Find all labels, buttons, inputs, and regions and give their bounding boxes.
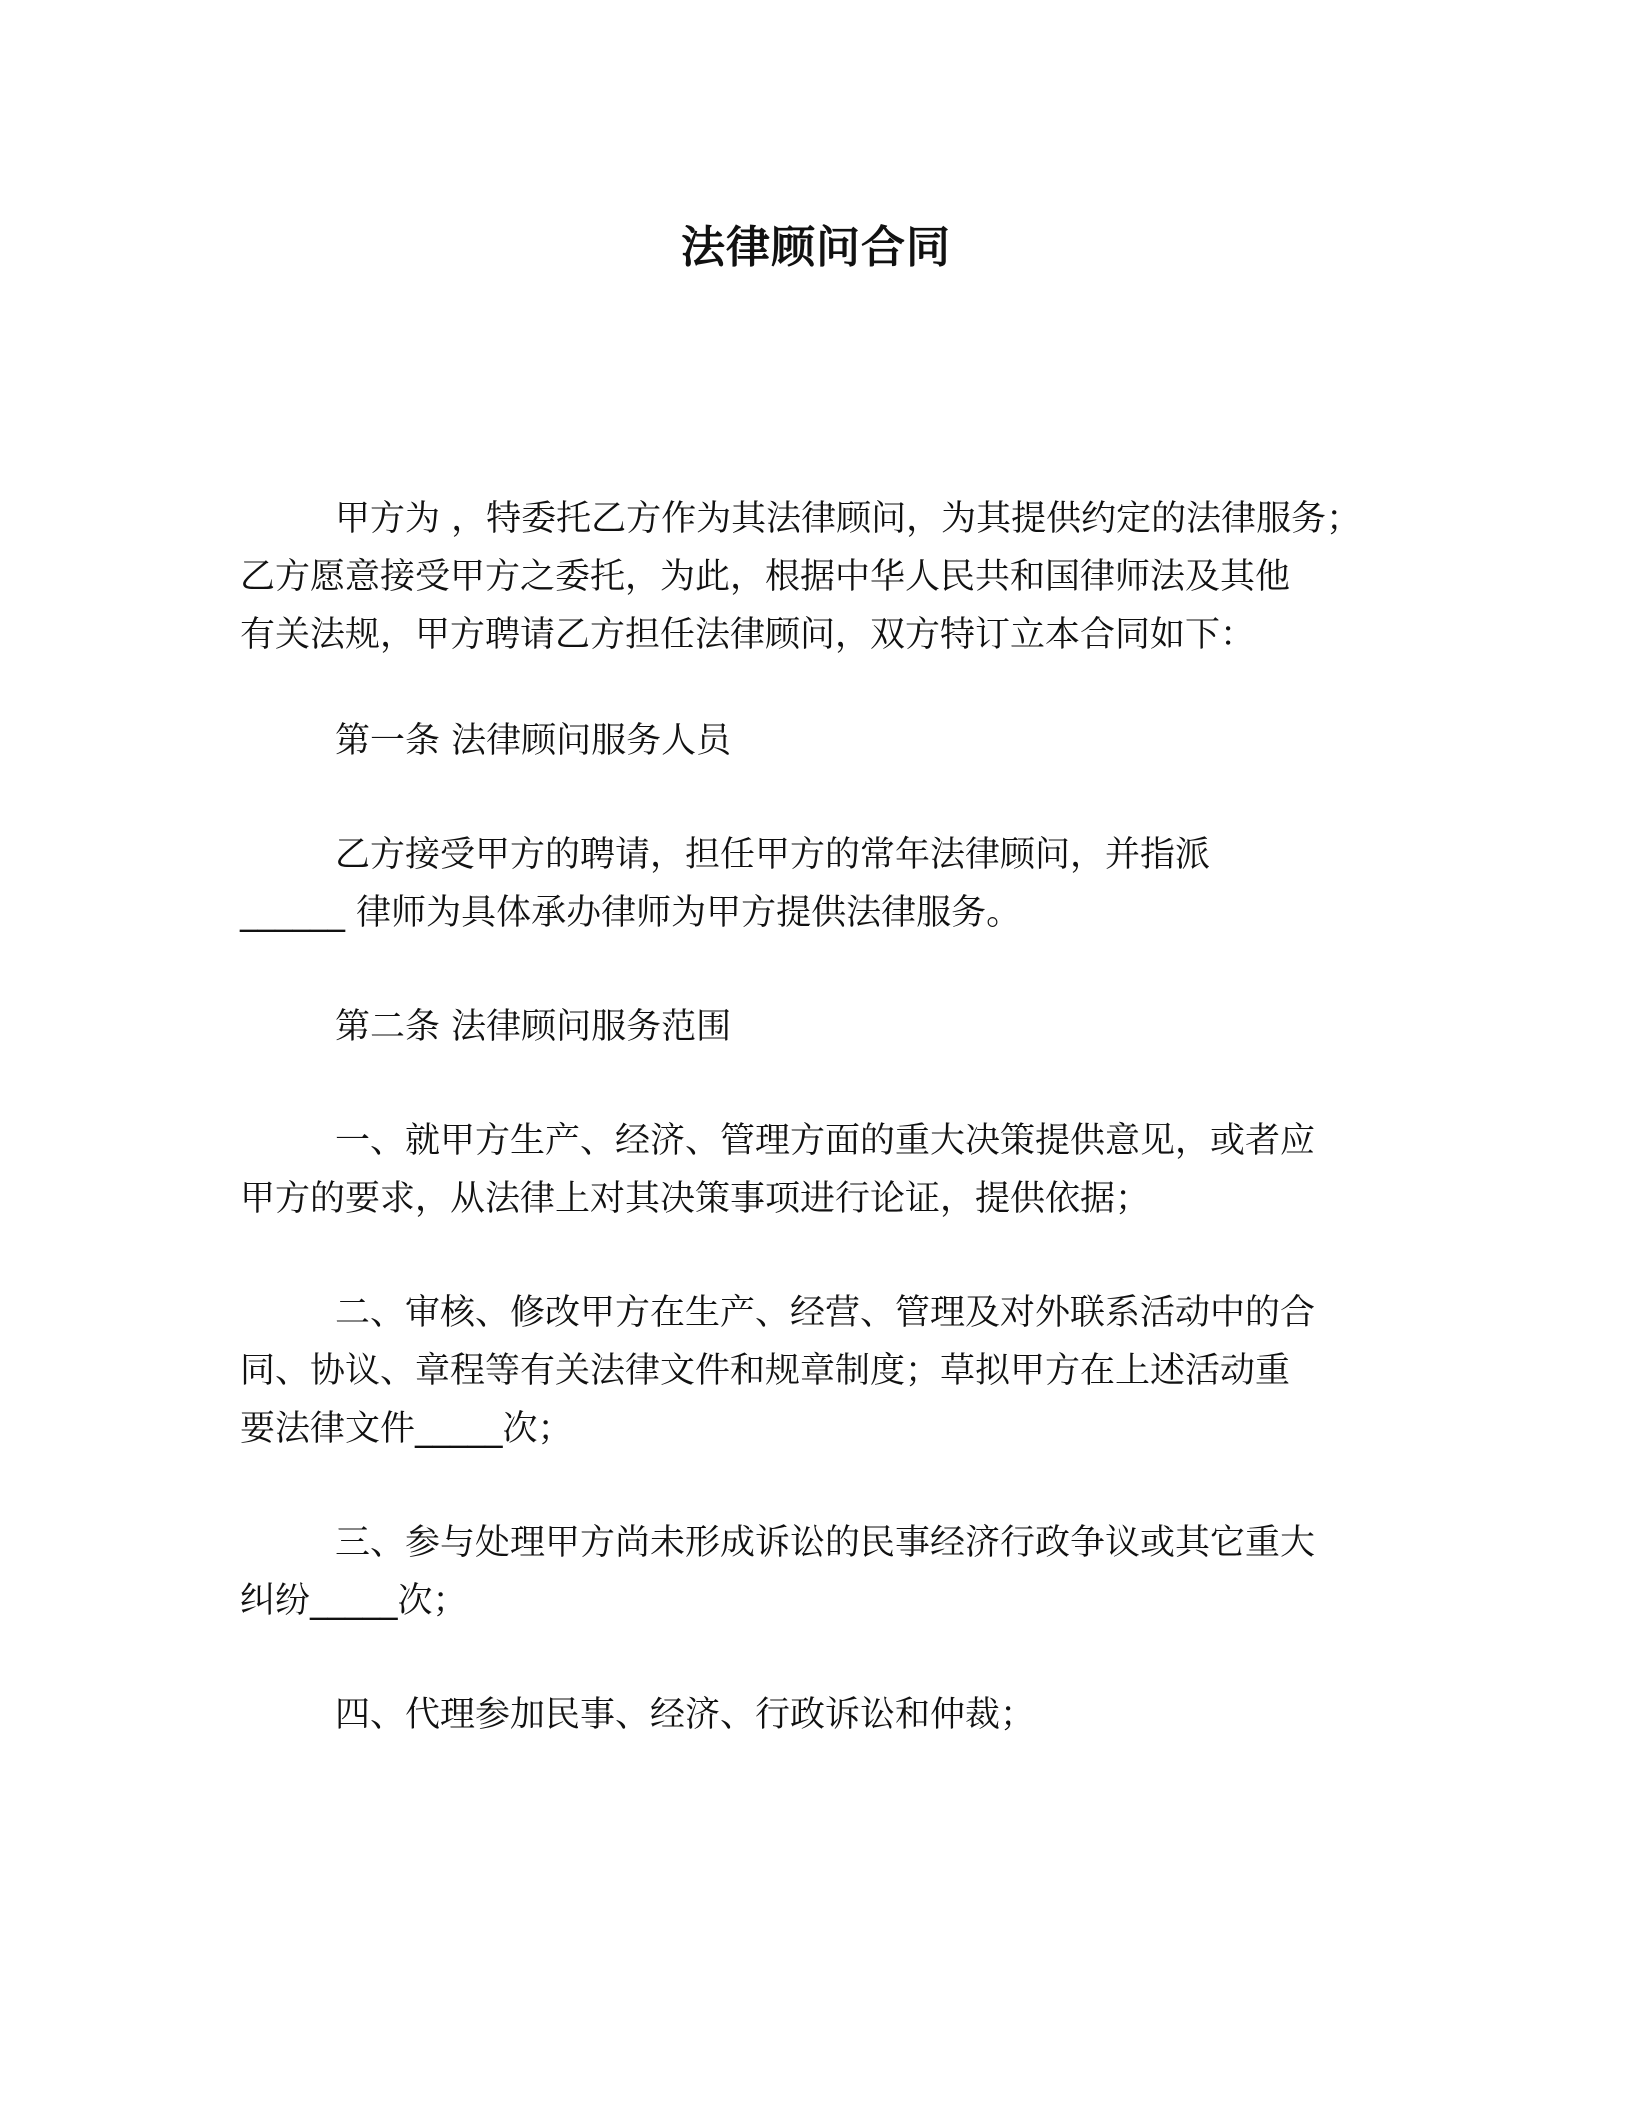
paragraph-line: 甲方的要求，从法律上对其决策事项进行论证，提供依据； (240, 1179, 1151, 1219)
paragraph-line: ______ 律师为具体承办律师为甲方提供法律服务。 (240, 893, 1022, 933)
item-2-paragraph (240, 1284, 1415, 1458)
paragraph-line: 甲方为 ，特委托乙方作为其法律顾问，为其提供约定的法律服务； (335, 499, 1362, 539)
paragraph-line: 四、代理参加民事、经济、行政诉讼和仲裁； (335, 1695, 1036, 1735)
document-body (240, 490, 1415, 1744)
paragraph-line: 要法律文件_____次； (240, 1409, 573, 1449)
document-title: 法律顾问合同 (681, 222, 951, 273)
section-heading: 第二条 法律顾问服务范围 (335, 1007, 732, 1047)
paragraph-line: 乙方愿意接受甲方之委托，为此，根据中华人民共和国律师法及其他 (240, 557, 1291, 597)
paragraph-line: 有关法规，甲方聘请乙方担任法律顾问，双方特订立本合同如下： (240, 615, 1256, 655)
article-1-body (240, 826, 1415, 942)
paragraph-line: 纠纷_____次； (240, 1581, 468, 1621)
paragraph-line: 乙方接受甲方的聘请，担任甲方的常年法律顾问，并指派 (335, 835, 1211, 875)
item-4-paragraph (240, 1686, 1415, 1744)
paragraph-line: 同、协议、章程等有关法律文件和规章制度；草拟甲方在上述活动重 (240, 1351, 1291, 1391)
item-1-paragraph (240, 1112, 1415, 1228)
article-2-heading (240, 998, 1415, 1056)
paragraph-line: 二、审核、修改甲方在生产、经营、管理及对外联系活动中的合 (335, 1293, 1316, 1333)
paragraph-line: 一、就甲方生产、经济、管理方面的重大决策提供意见，或者应 (335, 1121, 1316, 1161)
section-heading: 第一条 法律顾问服务人员 (335, 721, 732, 761)
paragraph-line: 三、参与处理甲方尚未形成诉讼的民事经济行政争议或其它重大 (335, 1523, 1316, 1563)
article-1-heading (240, 712, 1415, 770)
item-3-paragraph (240, 1514, 1415, 1630)
preamble-paragraph (240, 490, 1415, 664)
